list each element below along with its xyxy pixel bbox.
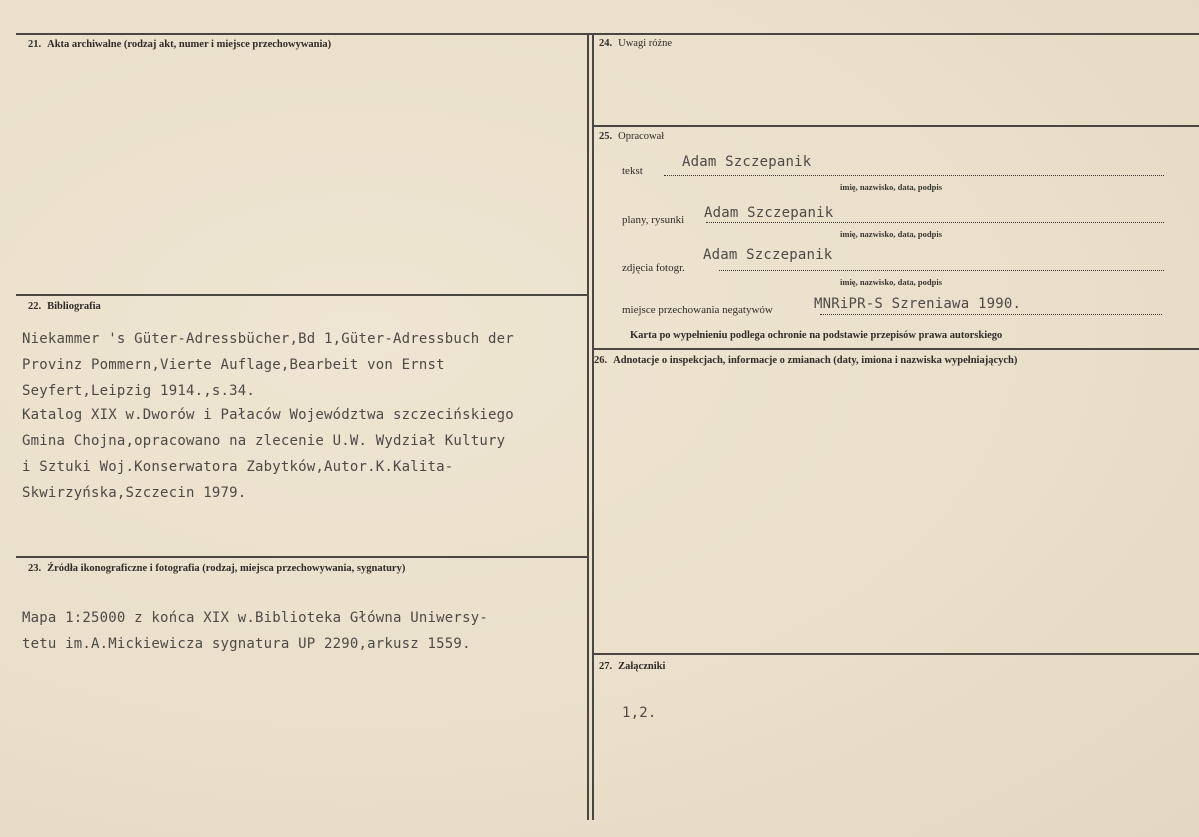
iconography-line: Mapa 1:25000 z końca XIX w.Biblioteka Główna Uniwersy- — [22, 610, 488, 626]
bibliography-line: Niekammer 's Güter-Adressbücher,Bd 1,Güter-Adressbuch der — [22, 331, 514, 347]
section-number: 23. — [28, 563, 42, 574]
section-title: Adnotacje o inspekcjach, informacje o zmianach (daty, imiona i nazwiska wypełniających) — [613, 355, 1018, 366]
divider-26-27 — [592, 653, 1199, 655]
section-number: 24. — [599, 38, 613, 49]
tekst-label: tekst — [622, 165, 643, 177]
miejsce-dotted-line — [820, 314, 1162, 315]
bibliography-line: Skwirzyńska,Szczecin 1979. — [22, 485, 247, 501]
plany-value: Adam Szczepanik — [704, 205, 834, 221]
section-number: 22. — [28, 301, 42, 312]
zdjecia-dotted-line — [719, 270, 1164, 271]
miejsce-value: MNRiPR-S Szreniawa 1990. — [814, 296, 1022, 312]
section-number: 27. — [599, 661, 613, 672]
tekst-value: Adam Szczepanik — [682, 154, 812, 170]
section-number: 26. — [594, 355, 608, 366]
zdjecia-label: zdjęcia fotogr. — [622, 262, 685, 274]
divider-24-25 — [592, 125, 1199, 127]
section-title: Akta archiwalne (rodzaj akt, numer i miejsce przechowywania) — [47, 39, 332, 50]
right-col-left-border — [592, 33, 594, 820]
attachments-value: 1,2. — [622, 705, 657, 721]
top-border — [16, 33, 1199, 35]
plany-caption: imię, nazwisko, data, podpis — [840, 229, 943, 239]
bibliography-line: Gmina Chojna,opracowano na zlecenie U.W. Wydział Kultury — [22, 433, 506, 449]
iconography-line: tetu im.A.Mickiewicza sygnatura UP 2290,arkusz 1559. — [22, 636, 471, 652]
divider-21-22 — [16, 294, 588, 296]
section-title: Załączniki — [618, 661, 666, 672]
section-title: Uwagi różne — [618, 38, 673, 49]
center-divider — [587, 33, 589, 820]
section-24-label — [599, 38, 672, 49]
copyright-note: Karta po wypełnieniu podlega ochronie na podstawie przepisów prawa autorskiego — [630, 330, 1003, 341]
plany-label: plany, rysunki — [622, 214, 685, 226]
zdjecia-caption: imię, nazwisko, data, podpis — [840, 277, 943, 287]
bibliography-line: i Sztuki Woj.Konserwatora Zabytków,Autor.K.Kalita- — [22, 459, 454, 475]
bibliography-line: Katalog XIX w.Dworów i Pałaców Województwa szczecińskiego — [22, 407, 514, 423]
section-title: Opracował — [618, 131, 665, 142]
divider-25-26 — [592, 348, 1199, 350]
bibliography-line: Seyfert,Leipzig 1914.,s.34. — [22, 383, 255, 399]
bibliography-line: Provinz Pommern,Vierte Auflage,Bearbeit von Ernst — [22, 357, 445, 373]
section-23-label — [28, 563, 405, 574]
section-title: Bibliografia — [47, 301, 101, 312]
section-number: 21. — [28, 39, 42, 50]
section-27-label — [599, 661, 665, 672]
zdjecia-value: Adam Szczepanik — [703, 247, 833, 263]
section-title: Źródła ikonograficzne i fotografia (rodzaj, miejsca przechowywania, sygnatury) — [47, 563, 406, 574]
tekst-dotted-line — [664, 175, 1164, 176]
section-26-label — [594, 355, 1017, 366]
section-25-label — [599, 131, 664, 142]
plany-dotted-line — [706, 222, 1164, 223]
section-21-label — [28, 39, 331, 50]
miejsce-label: miejsce przechowania negatywów — [622, 304, 773, 316]
divider-22-23 — [16, 556, 588, 558]
section-number: 25. — [599, 131, 613, 142]
tekst-caption: imię, nazwisko, data, podpis — [840, 182, 943, 192]
section-22-label — [28, 301, 101, 312]
